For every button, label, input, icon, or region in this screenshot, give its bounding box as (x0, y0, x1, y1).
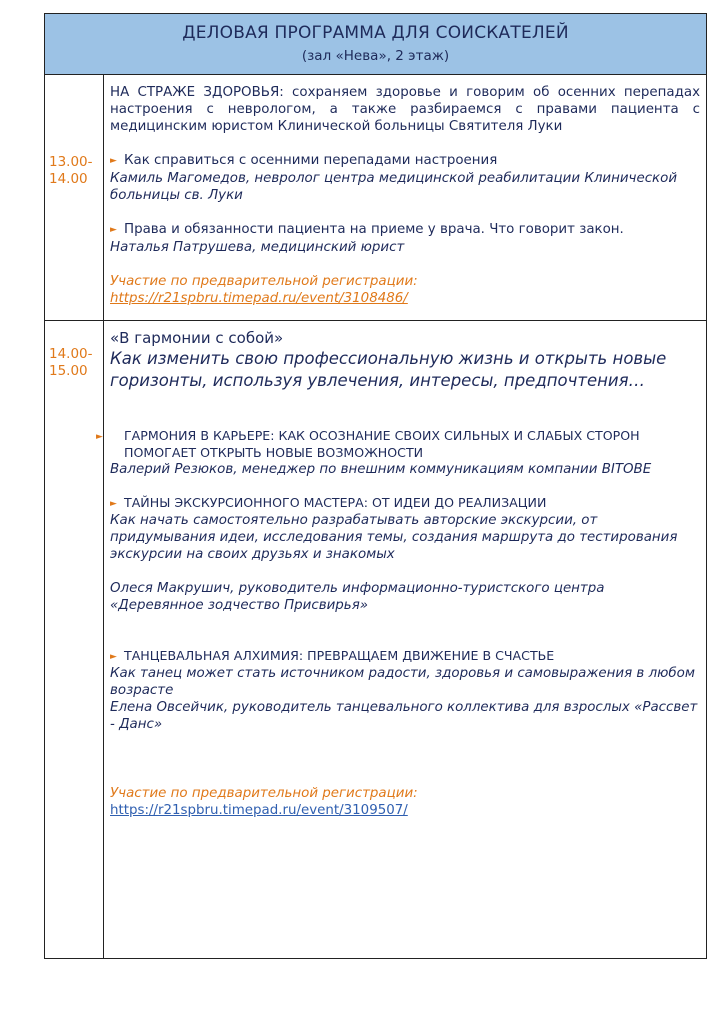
row2-item2-title: ► ТАЙНЫ ЭКСКУРСИОННОГО МАСТЕРА: ОТ ИДЕИ ДО РЕАЛИЗАЦИИ (110, 495, 547, 510)
triangle-bullet-icon: ► (110, 652, 117, 662)
row2-registration-label: Участие по предварительной регистрации: (110, 786, 418, 801)
program-location: (зал «Нева», 2 этаж) (301, 48, 450, 64)
table-header (45, 14, 706, 75)
row1-registration-link-wrap (110, 290, 700, 307)
row1-registration-label: Участие по предварительной регистрации: (110, 274, 418, 289)
row-divider (45, 320, 706, 321)
program-table (44, 13, 707, 959)
column-divider (103, 74, 104, 959)
triangle-bullet-icon: ► (96, 432, 103, 442)
row2-registration-link[interactable]: https://r21spbru.timepad.ru/event/3109507/ (110, 803, 408, 818)
row1-content (110, 84, 700, 307)
row1-intro: НА СТРАЖЕ ЗДОРОВЬЯ: сохраняем здоровье и говорим об осенних перепадах настроения с неврологом, а также разбираемся с правами пациента с медицинским юристом Клинической больницы Святителя Луки (110, 85, 700, 134)
row2-title: «В гармонии с собой» (110, 329, 284, 347)
row2-item1-speaker: Валерий Резюков, менеджер по внешним коммуникациям компании BITOBE (110, 462, 652, 477)
row1-registration-link[interactable]: https://r21spbru.timepad.ru/event/3108486/ (110, 291, 408, 306)
row2-item3-title: ► ТАНЦЕВАЛЬНАЯ АЛХИМИЯ: ПРЕВРАЩАЕМ ДВИЖЕНИЕ В СЧАСТЬЕ (110, 648, 555, 663)
row2-item2-desc: Как начать самостоятельно разрабатывать авторские экскурсии, от придумывания идеи, исследования темы, создания маршрута до тестирования экскурсии на своих друзьях и знакомых (110, 513, 678, 562)
row2-content (96, 328, 700, 819)
row2-item1-title: ► ГАРМОНИЯ В КАРЬЕРЕ: КАК ОСОЗНАНИЕ СВОИХ СИЛЬНЫХ И СЛАБЫХ СТОРОН ПОМОГАЕТ ОТКРЫТЬ НОВЫЕ ВОЗМОЖНОСТИ (96, 428, 640, 460)
program-title: ДЕЛОВАЯ ПРОГРАММА ДЛЯ СОИСКАТЕЛЕЙ (182, 23, 569, 43)
row1-time: 13.00- 14.00 (49, 154, 93, 187)
row1-item2-speaker: Наталья Патрушева, медицинский юрист (110, 240, 405, 255)
row1-item2-title: ► Права и обязанности пациента на приеме у врача. Что говорит закон. (110, 222, 624, 237)
triangle-bullet-icon: ► (110, 156, 117, 166)
triangle-bullet-icon: ► (110, 225, 117, 235)
row2-item3-desc: Как танец может стать источником радости, здоровья и самовыражения в любом возрасте (110, 666, 695, 698)
row1-item1-speaker: Камиль Магомедов, невролог центра медицинской реабилитации Клинической больницы св. Луки (110, 171, 678, 203)
row2-item3-speaker: Елена Овсейчик, руководитель танцевального коллектива для взрослых «Рассвет - Данс» (110, 700, 698, 732)
row2-time: 14.00- 15.00 (49, 346, 93, 379)
row2-subtitle: Как изменить свою профессиональную жизнь и открыть новые горизонты, используя увлечения, интересы, предпочтения… (110, 349, 667, 390)
row2-registration-link-wrap (110, 802, 700, 819)
row1-item1-title: ► Как справиться с осенними перепадами настроения (110, 153, 498, 168)
triangle-bullet-icon: ► (110, 499, 117, 509)
row2-item2-speaker: Олеся Макрушич, руководитель информационно-туристского центра «Деревянное зодчество Присвирья» (110, 581, 605, 613)
